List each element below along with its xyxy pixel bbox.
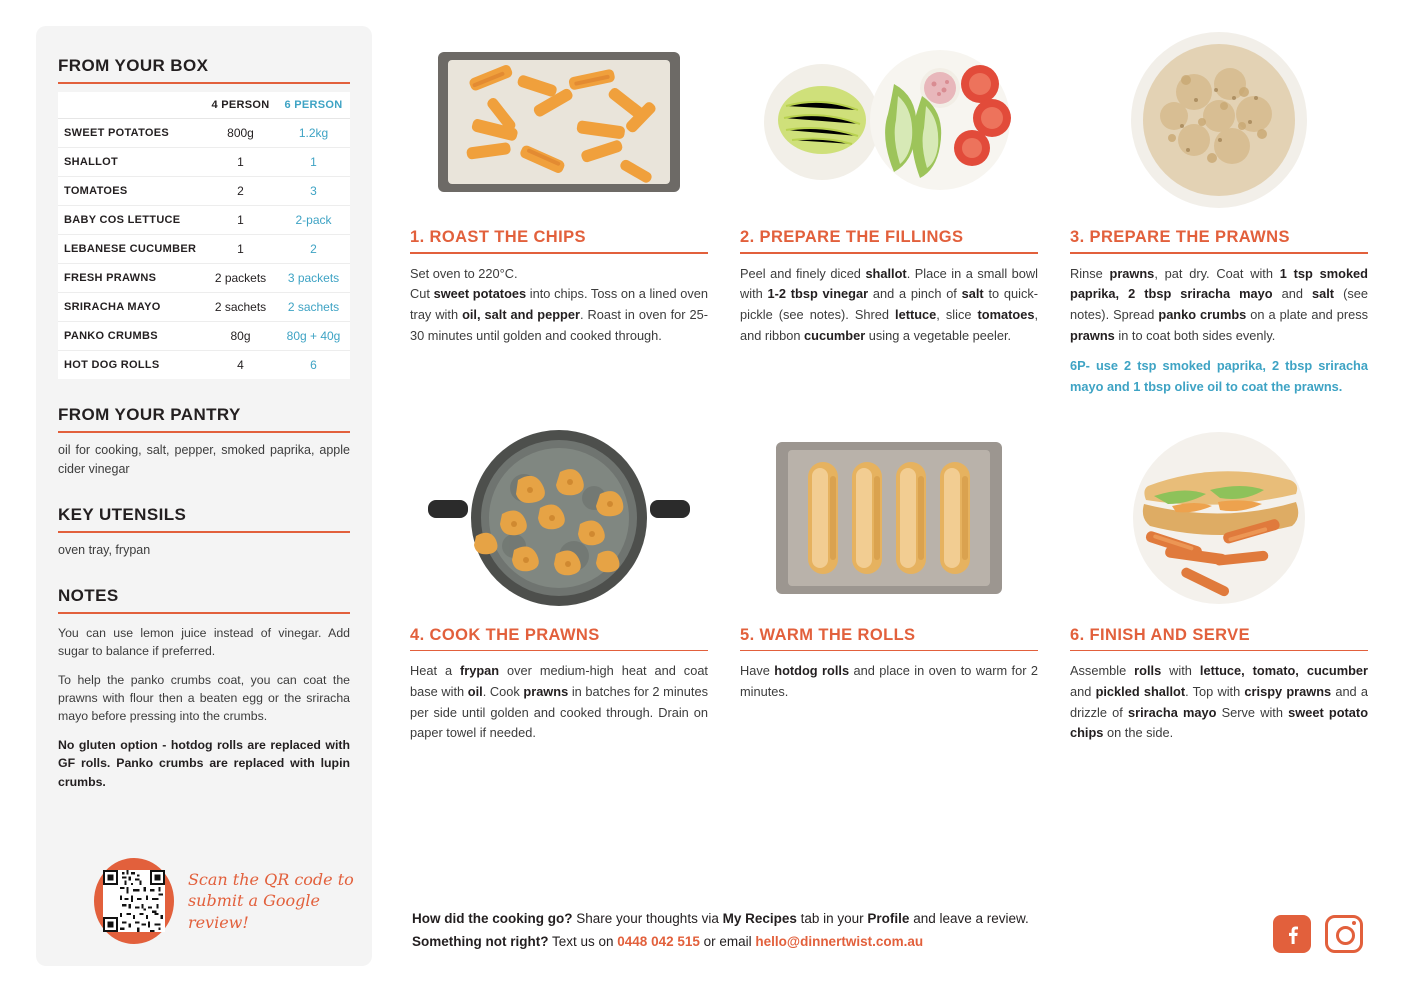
ingredient-name: FRESH PRAWNS [58, 264, 204, 293]
qr-block[interactable] [94, 858, 372, 944]
step-5-text: Have hotdog rolls and place in oven to warm for 2 minutes. [740, 663, 1038, 700]
step-4-photo [410, 424, 708, 612]
ingredient-qty-6: 6 [310, 358, 317, 372]
footer-line-1: How did the cooking go? Share your thoughts via My Recipes tab in your Profile and leave a review. [412, 911, 1029, 926]
step-3-note-6p: 6P- use 2 tsp smoked paprika, 2 tbsp sriracha mayo and 1 tbsp olive oil to coat the prawns. [1070, 358, 1368, 395]
sidebar-panel [36, 26, 372, 966]
divider [58, 612, 350, 614]
col-4-person: 4 PERSON [204, 92, 277, 119]
step-1-photo [410, 26, 708, 214]
step-3-photo [1070, 26, 1368, 214]
col-ingredient [58, 92, 204, 119]
note-paragraph-bold: No gluten option - hotdog rolls are replaced with GF rolls. Panko crumbs are replaced with lupin crumbs. [58, 737, 350, 789]
divider [740, 650, 1038, 652]
divider [410, 252, 708, 254]
ingredient-qty-4: 4 [237, 358, 244, 372]
table-row [58, 293, 350, 322]
ingredient-qty-4: 80g [204, 322, 277, 351]
step-2-photo [740, 26, 1038, 214]
qr-note [188, 869, 372, 934]
divider [1070, 650, 1368, 652]
step-1 [410, 26, 708, 398]
note-paragraph: To help the panko crumbs coat, you can coat the prawns with flour then a beaten egg or the sriracha mayo before pressing into the crumbs. [58, 672, 350, 724]
ingredient-name: SWEET POTATOES [58, 119, 204, 148]
divider [410, 650, 708, 652]
table-row [58, 206, 350, 235]
ingredient-qty-4: 1 [204, 235, 277, 264]
pantry-text: oil for cooking, salt, pepper, smoked paprika, apple cider vinegar [58, 442, 350, 476]
utensils-title: KEY UTENSILS [58, 505, 187, 525]
step-3-title: 3. PREPARE THE PRAWNS [1070, 228, 1290, 246]
divider [1070, 252, 1368, 254]
table-row [58, 119, 350, 148]
social-links[interactable] [1273, 915, 1363, 953]
ingredient-qty-6: 2 [277, 235, 350, 264]
divider [58, 531, 350, 533]
step-1-title: 1. ROAST THE CHIPS [410, 228, 586, 246]
notes-title: NOTES [58, 586, 119, 606]
ingredient-qty-4: 2 sachets [204, 293, 277, 322]
ingredient-qty-4: 2 [204, 177, 277, 206]
step-3 [1070, 26, 1368, 398]
step-5 [740, 424, 1038, 744]
ingredient-name: SHALLOT [58, 148, 204, 177]
ingredient-name: PANKO CRUMBS [58, 322, 204, 351]
step-4 [410, 424, 708, 744]
col-6-person: 6 PERSON [277, 92, 350, 119]
utensils-section [58, 505, 350, 560]
step-4-title: 4. COOK THE PRAWNS [410, 625, 600, 644]
footer-line-2: Something not right? Text us on 0448 042 515 or email hello@dinnertwist.com.au [412, 933, 924, 949]
table-row [58, 322, 350, 351]
footer-text [412, 908, 1212, 954]
divider [740, 252, 1038, 254]
table-row [58, 177, 350, 206]
step-5-title: 5. WARM THE ROLLS [740, 625, 916, 644]
step-2 [740, 26, 1038, 398]
ingredient-qty-4: 2 packets [204, 264, 277, 293]
ingredient-qty-4: 1 [204, 206, 277, 235]
pantry-section [58, 405, 350, 479]
step-5-photo [740, 424, 1038, 612]
step-2-text: Peel and finely diced shallot. Place in a small bowl with 1-2 tbsp vinegar and a pinch of salt to quick-pickle (see notes). Shred lettuce, slice tomatoes, and ribbon cucumber using a vegetable peeler. [740, 265, 1039, 343]
step-6-photo [1070, 424, 1368, 612]
ingredient-name: LEBANESE CUCUMBER [58, 235, 204, 264]
step-4-text: Heat a frypan over medium-high heat and coat base with oil. Cook prawns in batches for 2 minutes per side until golden and cooked through. Drain on paper towel if needed. [410, 663, 708, 741]
steps-row-1 [410, 26, 1370, 398]
ingredient-qty-6: 80g + 40g [277, 322, 350, 351]
divider [58, 82, 350, 84]
step-1-text: Set oven to 220°C. Cut sweet potatoes into chips. Toss on a lined oven tray with oil, salt and pepper. Roast in oven for 25-30 minutes until golden and cooked through. [410, 265, 709, 343]
note-paragraph: You can use lemon juice instead of vinegar. Add sugar to balance if preferred. [58, 625, 350, 659]
from-your-box-section [58, 56, 350, 379]
instagram-icon[interactable] [1325, 915, 1363, 953]
qr-code-icon[interactable] [94, 858, 174, 944]
ingredient-name: SRIRACHA MAYO [58, 293, 204, 322]
ingredient-qty-6: 1.2kg [277, 119, 350, 148]
ingredients-table [58, 92, 350, 379]
ingredient-name: BABY COS LETTUCE [58, 206, 204, 235]
table-row [58, 148, 350, 177]
ingredient-qty-6: 1 [277, 148, 350, 177]
table-row [58, 351, 350, 380]
divider [58, 431, 350, 433]
pantry-title: FROM YOUR PANTRY [58, 405, 241, 424]
step-6-text: Assemble rolls with lettuce, tomato, cucumber and pickled shallot. Top with crispy prawns and a drizzle of sriracha mayo Serve with sweet potato chips on the side. [1070, 663, 1369, 741]
notes-section [58, 586, 350, 791]
ingredient-qty-6: 3 [277, 177, 350, 206]
ingredient-name: TOMATOES [58, 177, 204, 206]
table-header-row [58, 92, 350, 119]
step-2-title: 2. PREPARE THE FILLINGS [740, 228, 964, 246]
steps-grid [410, 26, 1370, 744]
ingredient-qty-4: 800g [204, 119, 277, 148]
step-6-title: 6. FINISH AND SERVE [1070, 625, 1250, 644]
ingredient-qty-6: 2-pack [277, 206, 350, 235]
steps-row-2 [410, 424, 1370, 744]
utensils-text: oven tray, frypan [58, 542, 151, 557]
from-your-box-title: FROM YOUR BOX [58, 56, 209, 75]
qr-note-line1: Scan the QR code to [187, 869, 354, 889]
ingredient-qty-6: 2 sachets [277, 293, 350, 322]
ingredient-qty-4: 1 [204, 148, 277, 177]
facebook-icon[interactable] [1273, 915, 1311, 953]
step-6 [1070, 424, 1368, 744]
ingredient-name: HOT DOG ROLLS [64, 359, 160, 371]
step-3-text: Rinse prawns, pat dry. Coat with 1 tsp smoked paprika, 2 tbsp sriracha mayo and salt (see notes). Spread panko crumbs on a plate and press prawns in to coat both sides evenly. [1070, 265, 1368, 343]
table-row [58, 235, 350, 264]
qr-note-line2: submit a Google review! [187, 891, 320, 932]
table-row [58, 264, 350, 293]
ingredient-qty-6: 3 packets [277, 264, 350, 293]
